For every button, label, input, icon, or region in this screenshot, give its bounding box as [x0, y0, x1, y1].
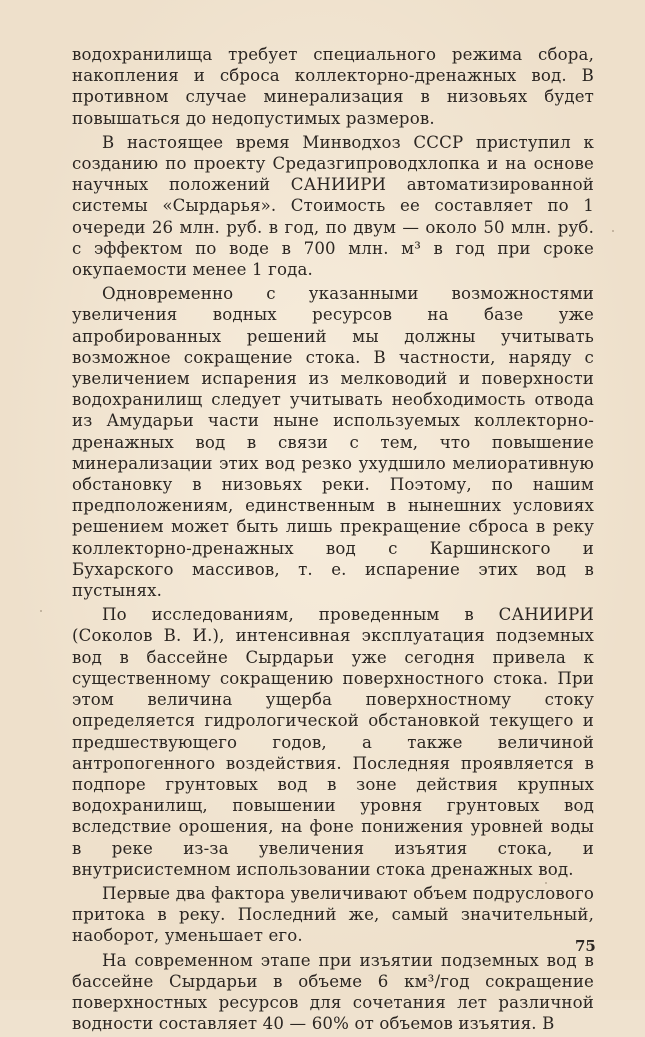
- paragraph-3: Одновременно с указанными возможностями увеличения водных ресурсов на базе уже апробированных решений мы должны учитывать возможное сокращение стока. В частности, наряду с увеличением испарения из мелководий и поверхности водохранилищ следует учитывать необходимость отвода из Амударьи части ныне используемых коллекторно-дренажных вод в связи с тем, что повышение минерализации этих вод резко ухудшило мелиоративную обстановку в низовьях реки. Поэтому, по нашим предположениям, единственным в нынешних условиях решением может быть лишь прекращение сброса в реку коллекторно-дренажных вод с Каршинского и Бухарского массивов, т. е. испарение этих вод в пустынях.: [72, 284, 594, 601]
- paragraph-4: По исследованиям, проведенным в САНИИРИ (Соколов В. И.), интенсивная эксплуатация подземных вод в бассейне Сырдарьи уже сегодня привела к существенному сокращению поверхностного стока. При этом величина ущерба поверхностному стоку определяется гидрологической обстановкой текущего и предшествующего годов, а также величиной антропогенного воздействия. Последняя проявляется в подпоре грунтовых вод в зоне действия крупных водохранилищ, повышении уровня грунтовых вод вследствие орошения, на фоне понижения уровней воды в реке из-за увеличения изъятия стока, и внутрисистемном использовании стока дренажных вод.: [72, 605, 594, 879]
- paper-speck: [545, 882, 547, 884]
- paragraph-5: Первые два фактора увеличивают объем подруслового притока в реку. Последний же, самый значительный, наоборот, уменьшает его.: [72, 883, 594, 946]
- paper-speck: [612, 230, 614, 232]
- page-text: [72, 44, 594, 1037]
- paragraph-2: В настоящее время Минводхоз СССР приступил к созданию по проекту Средазгипроводхлопка и на основе научных положений САНИИРИ автоматизированной системы «Сырдарья». Стоимость ее составляет по 1 очереди 26 млн. руб. в год, по двум — около 50 млн. руб. с эффектом по воде в 700 млн. м³ в год при сроке окупаемости менее 1 года.: [72, 132, 594, 280]
- paragraph-1: водохранилища требует специального режима сбора, накопления и сброса коллекторно-дренажных вод. В противном случае минерализация в низовьях будет повышаться до недопустимых размеров.: [72, 45, 594, 128]
- paragraph-6: На современном этапе при изъятии подземных вод в бассейне Сырдарьи в объеме 6 км³/год сокращение поверхностных ресурсов для сочетания лет различной водности составляет 40 — 60% от объемов изъятия. В: [72, 950, 594, 1034]
- page-number: 75: [575, 937, 596, 955]
- paper-speck: [40, 610, 42, 612]
